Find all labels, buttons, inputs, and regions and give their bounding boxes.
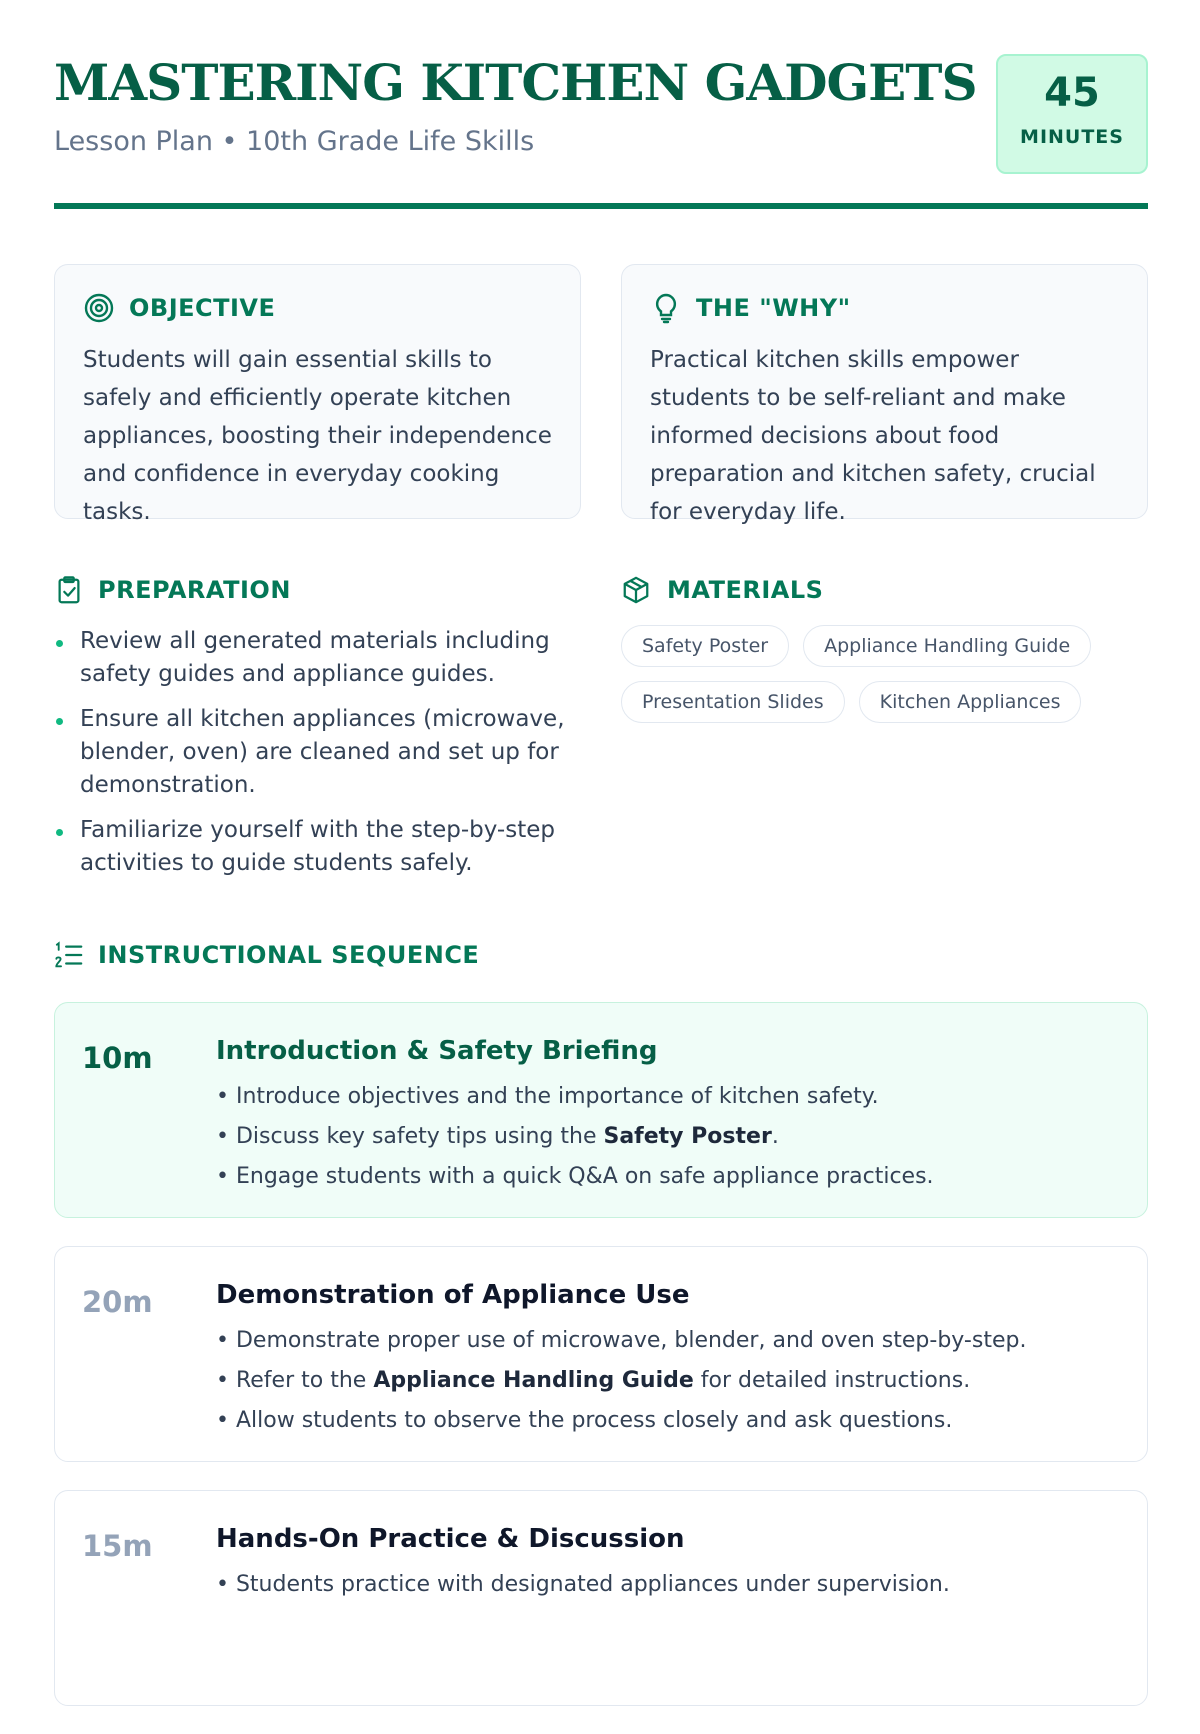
materials-heading-row: [621, 573, 1148, 607]
why-heading-row: [650, 291, 1119, 325]
step-body: [216, 1035, 1127, 1197]
objective-heading: OBJECTIVE: [129, 294, 276, 322]
material-reference: Appliance Handling Guide: [373, 1368, 694, 1393]
sequence-heading-row: [54, 938, 1148, 972]
sequence-step: [54, 1002, 1148, 1218]
preparation-list: [54, 625, 574, 880]
list-item: • Refer to the Appliance Handling Guide for detailed instructions.: [216, 1368, 971, 1393]
preparation-section: [54, 573, 574, 892]
objective-heading-row: [83, 291, 552, 325]
list-item: • Students practice with designated appliances under supervision.: [216, 1572, 950, 1597]
list-item: Familiarize yourself with the step-by-step activities to guide students safely.: [54, 814, 574, 880]
numbered-list-icon: [54, 940, 84, 970]
sequence-step: [54, 1246, 1148, 1462]
materials-heading: MATERIALS: [667, 576, 824, 604]
duration-unit: MINUTES: [1020, 126, 1124, 148]
material-chip: Safety Poster: [621, 625, 789, 667]
material-reference: Safety Poster: [603, 1124, 772, 1149]
page-subtitle: Lesson Plan • 10th Grade Life Skills: [54, 126, 535, 157]
step-body: [216, 1279, 1127, 1441]
step-body: [216, 1523, 1127, 1605]
list-item: • Discuss key safety tips using the Safety Poster.: [216, 1124, 779, 1149]
lesson-plan-page: [54, 0, 1148, 1597]
list-item: Review all generated materials including safety guides and appliance guides.: [54, 625, 574, 691]
material-chip: Presentation Slides: [621, 681, 845, 723]
materials-chips: [621, 625, 1148, 737]
preparation-heading: PREPARATION: [98, 576, 291, 604]
duration-badge: [996, 54, 1148, 174]
step-title: Hands-On Practice & Discussion: [216, 1524, 685, 1554]
sequence-section: [54, 938, 1148, 1734]
why-card: [621, 264, 1148, 525]
intro-cards: [54, 264, 1148, 525]
step-time: 10m: [82, 1041, 153, 1075]
list-item: • Demonstrate proper use of microwave, blender, and oven step-by-step.: [216, 1328, 1027, 1353]
list-item: • Introduce objectives and the importance of kitchen safety.: [216, 1084, 879, 1109]
package-icon: [621, 575, 651, 605]
sequence-step: [54, 1490, 1148, 1706]
target-icon: [83, 292, 115, 324]
objective-text: Students will gain essential skills to safely and efficiently operate kitchen appliances, boosting their independence and confidence in everyday cooking tasks.: [83, 347, 552, 525]
why-text: Practical kitchen skills empower students to be self-reliant and make informed decisions about food preparation and kitchen safety, crucial for everyday life.: [650, 347, 1096, 525]
step-bullets: [216, 1077, 1127, 1197]
step-time: 15m: [82, 1529, 153, 1563]
step-bullets: [216, 1565, 1127, 1605]
list-item: • Engage students with a quick Q&A on safe appliance practices.: [216, 1164, 934, 1189]
lightbulb-icon: [650, 292, 682, 324]
why-heading: THE "WHY": [696, 294, 851, 322]
sequence-steps: [54, 1002, 1148, 1706]
sequence-heading: INSTRUCTIONAL SEQUENCE: [98, 941, 480, 969]
list-item: Ensure all kitchen appliances (microwave, blender, oven) are cleaned and set up for demonstration.: [54, 703, 574, 802]
header: [54, 0, 1148, 212]
step-title: Introduction & Safety Briefing: [216, 1036, 658, 1066]
step-title: Demonstration of Appliance Use: [216, 1280, 690, 1310]
materials-section: [621, 573, 1148, 737]
page-title: MASTERING KITCHEN GADGETS: [54, 53, 977, 112]
step-bullets: [216, 1321, 1127, 1441]
clipboard-check-icon: [54, 575, 84, 605]
duration-number: 45: [1044, 70, 1100, 116]
list-item: • Allow students to observe the process closely and ask questions.: [216, 1408, 953, 1433]
objective-card: [54, 264, 581, 525]
preparation-heading-row: [54, 573, 574, 607]
header-divider: [54, 203, 1148, 209]
material-chip: Kitchen Appliances: [859, 681, 1082, 723]
step-time: 20m: [82, 1285, 153, 1319]
material-chip: Appliance Handling Guide: [803, 625, 1091, 667]
